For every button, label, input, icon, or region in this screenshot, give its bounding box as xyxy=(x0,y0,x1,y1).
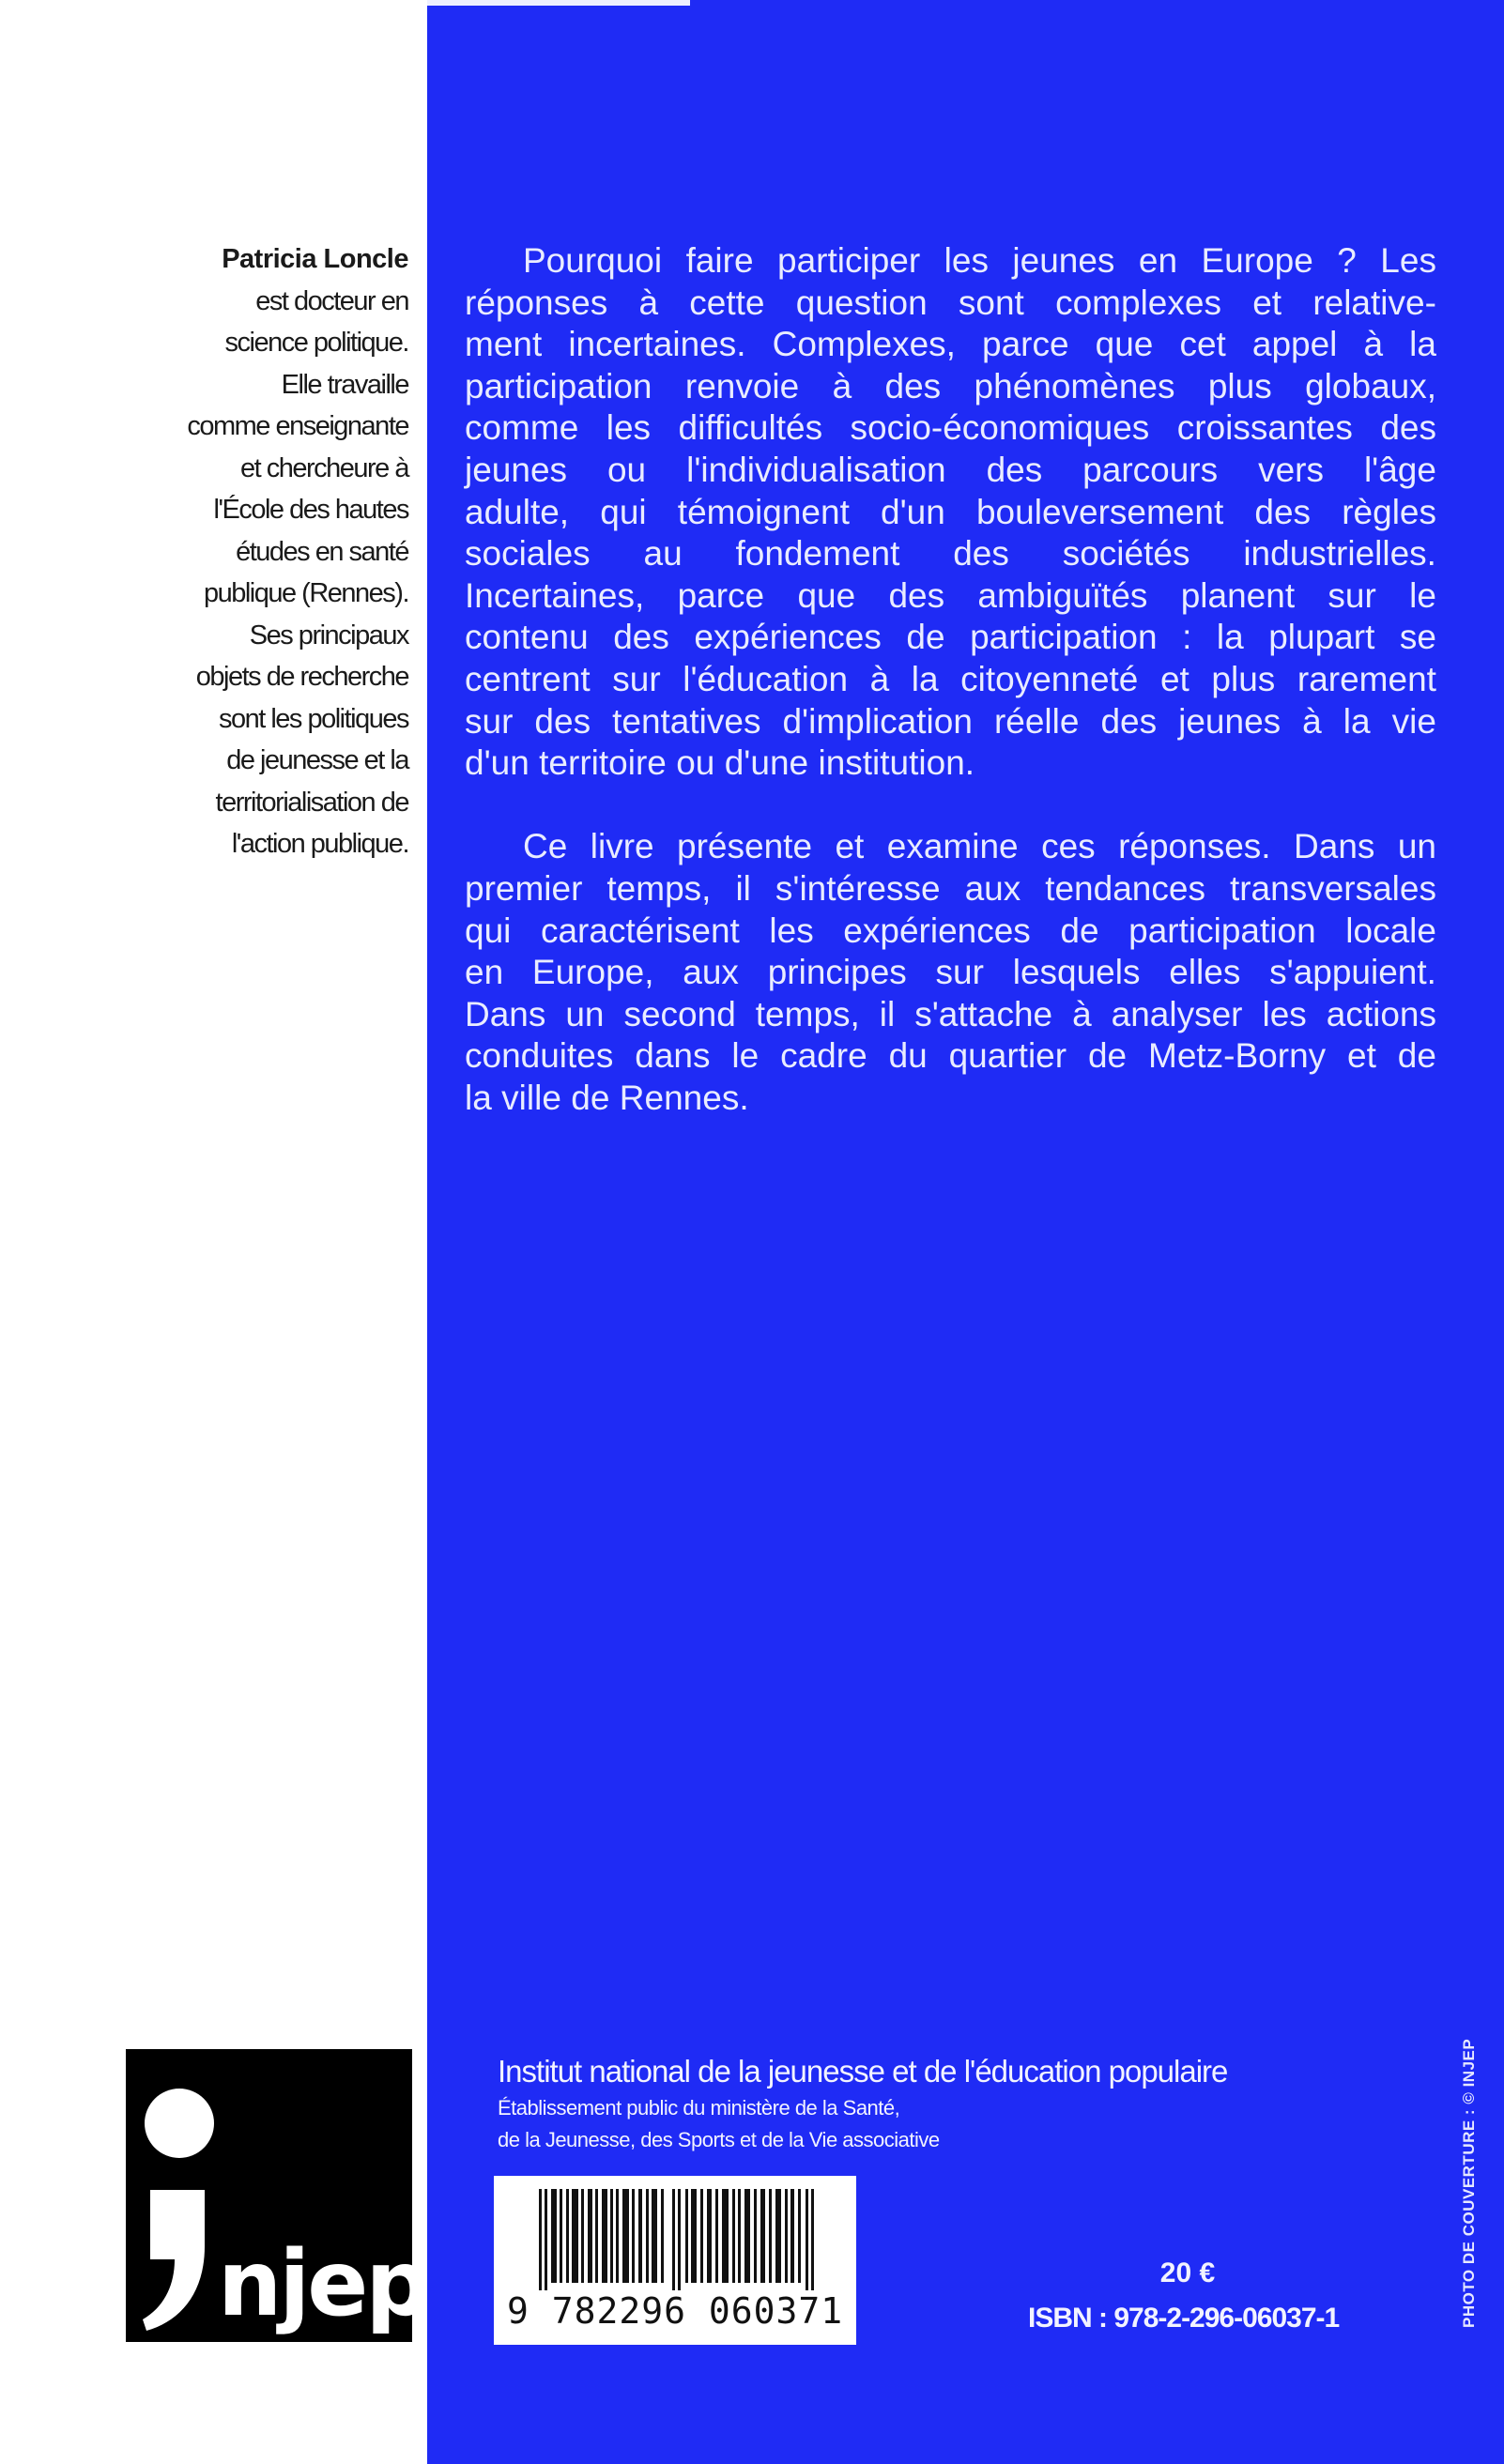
left-column xyxy=(0,0,427,2464)
bio-line: Ses principaux xyxy=(249,620,408,650)
barcode xyxy=(494,2176,856,2345)
bio-line: territorialisation de xyxy=(215,787,408,818)
author-bio xyxy=(113,238,408,865)
bio-line: l'action publique. xyxy=(231,829,408,859)
bio-line: est docteur en xyxy=(255,285,408,316)
bio-line: et chercheure à xyxy=(239,452,408,483)
paragraph-gap xyxy=(465,785,1436,827)
blurb xyxy=(465,240,1436,1119)
blurb-line: contenu des expériences de participation : la plupart se xyxy=(465,618,1436,657)
blurb-line: centrent sur l'éducation à la citoyenneté et plus rarement xyxy=(465,659,1436,698)
publisher-subtitle: Établissement public du ministère de la Santé, xyxy=(498,2096,900,2120)
blurb-line: qui caractérisent les expériences de participation locale xyxy=(465,911,1436,950)
blurb-line: jeunes ou l'individualisation des parcours vers l'âge xyxy=(465,450,1436,489)
author-name: Patricia Loncle xyxy=(222,244,408,274)
blurb-line: Ce livre présente et examine ces réponses. Dans un xyxy=(523,827,1436,866)
blurb-line: Incertaines, parce que des ambiguïtés planent sur le xyxy=(465,575,1436,615)
blurb-line: sociales au fondement des sociétés industrielles. xyxy=(465,534,1436,574)
price: 20 € xyxy=(1159,2257,1216,2288)
bio-line: objets de recherche xyxy=(195,662,408,692)
blurb-line: premier temps, il s'intéresse aux tendances transversales xyxy=(465,868,1436,908)
blurb-line: en Europe, aux principes sur lesquels elles s'appuient. xyxy=(465,953,1436,992)
blurb-line: conduites dans le cadre du quartier de Metz-Borny et de xyxy=(465,1036,1436,1076)
isbn: ISBN : 978-2-296-06037-1 xyxy=(1028,2303,1340,2334)
blurb-line: Pourquoi faire participer les jeunes en Europe ? Les xyxy=(523,241,1436,280)
barcode-bars-icon xyxy=(539,2189,821,2290)
logo-comma-icon xyxy=(143,2190,208,2331)
blurb-line: ment incertaines. Complexes, parce que cet appel à la xyxy=(465,325,1436,364)
injep-logo xyxy=(126,2049,428,2342)
photo-credit: PHOTO DE COUVERTURE : © INJEP xyxy=(1460,2038,1478,2328)
back-cover xyxy=(427,0,1504,2464)
barcode-digits: 9 782296 060371 xyxy=(507,2290,844,2332)
blurb-line: sur des tentatives d'implication réelle des jeunes à la vie xyxy=(465,701,1436,741)
bio-line: comme enseignante xyxy=(187,411,408,441)
logo-text: njep xyxy=(218,2231,428,2336)
bio-line: études en santé xyxy=(236,536,408,567)
bio-line: l'École des hautes xyxy=(213,495,408,525)
bio-line: de jeunesse et la xyxy=(226,745,408,775)
publisher-name: Institut national de la jeunesse et de l'éducation populaire xyxy=(498,2054,1228,2089)
publisher-block xyxy=(498,2054,1227,2153)
publisher-subtitle: de la Jeunesse, des Sports et de la Vie associative xyxy=(498,2128,940,2151)
blurb-line: adulte, qui témoignent d'un bouleversement des règles xyxy=(465,492,1436,531)
logo-dot-icon xyxy=(145,2089,214,2158)
blurb-line: participation renvoie à des phénomènes plus globaux, xyxy=(465,366,1436,406)
bio-line: science politique. xyxy=(224,328,408,358)
blurb-line: comme les difficultés socio-économiques croissantes des xyxy=(465,408,1436,448)
blurb-line: Dans un second temps, il s'attache à analyser les actions xyxy=(465,994,1436,1033)
top-rule xyxy=(427,0,690,6)
bio-line: Elle travaille xyxy=(281,369,408,400)
blurb-line: la ville de Rennes. xyxy=(465,1078,749,1117)
blurb-line: d'un territoire ou d'une institution. xyxy=(465,743,975,783)
bio-line: publique (Rennes). xyxy=(203,578,408,608)
blurb-line: réponses à cette question sont complexes et relative- xyxy=(465,283,1436,322)
bio-line: sont les politiques xyxy=(218,703,408,734)
